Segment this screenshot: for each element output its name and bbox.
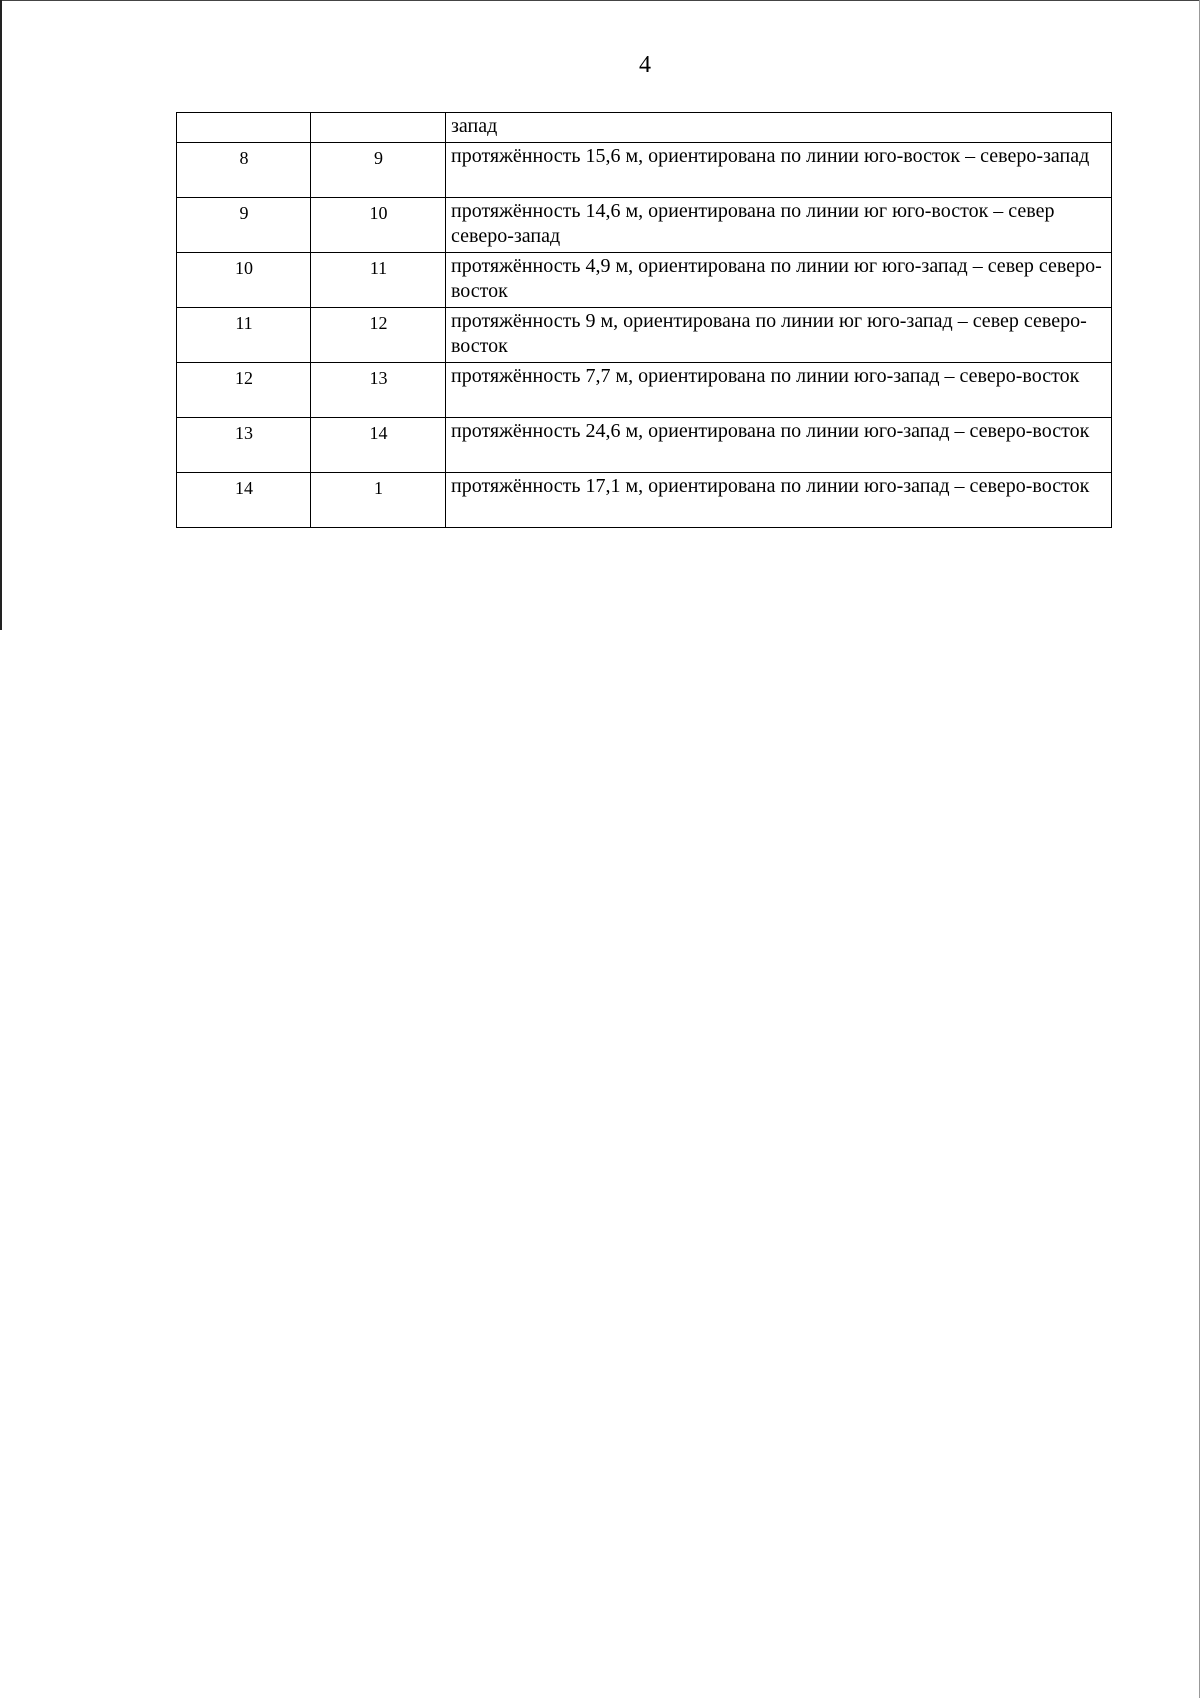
description-cell: запад bbox=[446, 113, 1112, 143]
description-cell: протяжённость 24,6 м, ориентирована по линии юго-запад – северо-восток bbox=[446, 418, 1112, 473]
to-point-cell bbox=[311, 113, 446, 143]
description-cell: протяжённость 9 м, ориентирована по линии юг юго-запад – север северо-восток bbox=[446, 308, 1112, 363]
page-number: 4 bbox=[639, 52, 651, 78]
from-point-cell: 12 bbox=[177, 363, 311, 418]
description-cell: протяжённость 7,7 м, ориентирована по линии юго-запад – северо-восток bbox=[446, 363, 1112, 418]
table-row bbox=[177, 363, 1112, 418]
to-point-cell: 9 bbox=[311, 143, 446, 198]
from-point-cell: 13 bbox=[177, 418, 311, 473]
to-point-cell: 10 bbox=[311, 198, 446, 253]
to-point-cell: 12 bbox=[311, 308, 446, 363]
description-cell: протяжённость 15,6 м, ориентирована по линии юго-восток – северо-запад bbox=[446, 143, 1112, 198]
to-point-cell: 1 bbox=[311, 473, 446, 528]
scan-edge-left bbox=[0, 0, 2, 630]
boundary-segments-table bbox=[176, 112, 1112, 528]
table-row bbox=[177, 473, 1112, 528]
from-point-cell: 11 bbox=[177, 308, 311, 363]
description-cell: протяжённость 4,9 м, ориентирована по линии юг юго-запад – север северо-восток bbox=[446, 253, 1112, 308]
description-cell: протяжённость 14,6 м, ориентирована по линии юг юго-восток – север северо-запад bbox=[446, 198, 1112, 253]
table-row bbox=[177, 113, 1112, 143]
to-point-cell: 11 bbox=[311, 253, 446, 308]
table-row bbox=[177, 308, 1112, 363]
from-point-cell: 8 bbox=[177, 143, 311, 198]
from-point-cell: 9 bbox=[177, 198, 311, 253]
from-point-cell: 14 bbox=[177, 473, 311, 528]
description-cell: протяжённость 17,1 м, ориентирована по линии юго-запад – северо-восток bbox=[446, 473, 1112, 528]
scan-edge-top bbox=[0, 0, 1200, 1]
table-row bbox=[177, 198, 1112, 253]
from-point-cell: 10 bbox=[177, 253, 311, 308]
table-row bbox=[177, 418, 1112, 473]
to-point-cell: 14 bbox=[311, 418, 446, 473]
from-point-cell bbox=[177, 113, 311, 143]
table-row bbox=[177, 143, 1112, 198]
to-point-cell: 13 bbox=[311, 363, 446, 418]
table-row bbox=[177, 253, 1112, 308]
